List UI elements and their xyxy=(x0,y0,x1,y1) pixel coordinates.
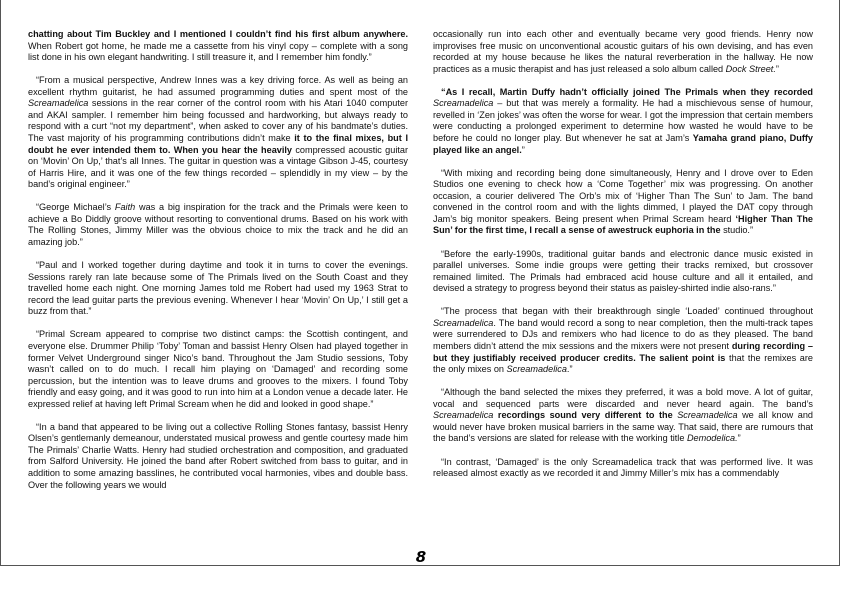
text-run: ‘Higher Than The Sun’ for the first time, I recall a sense of awestruck euphoria in the xyxy=(433,213,814,236)
text-run: “Although the band selected the mixes they preferred, it was a bold move. A lot of guitar, vocal and sequenced parts were discarded and never heard again. The band’s xyxy=(433,387,813,409)
text-run: during recording – but they justifiably received producer credits. The salient point is xyxy=(433,340,813,363)
text-run: Faith xyxy=(114,202,136,213)
text-run: Yamaha grand piano, Duffy played like an angel. xyxy=(433,132,813,155)
paragraph xyxy=(28,329,408,410)
text-run: Demodelica. xyxy=(686,433,738,444)
text-run: “Paul and I worked together during daytime and took it in turns to cover the evenings. Sessions rarely ran late because some of The Primals lived on the South Coast and they travelled home each night. One morning James told me Robert had used my 1963 Strat to record the lead guitar parts the previous evening. Whenever I hear ‘Movin’ On Up,’ I still get a buzz from that.” xyxy=(28,260,408,317)
paragraph xyxy=(28,29,408,64)
paragraph xyxy=(433,87,813,156)
text-run: ” xyxy=(521,144,525,155)
paragraph xyxy=(28,75,408,190)
text-run: Screamadelica xyxy=(433,317,494,328)
text-run: that the remixes are the only mixes on xyxy=(433,352,813,375)
text-run: “As I recall, Martin Duffy hadn’t officially joined The Primals when they recorded xyxy=(441,86,813,97)
paragraph xyxy=(433,457,813,480)
text-run: studio.” xyxy=(720,225,753,236)
paragraph xyxy=(433,249,813,295)
text-run: .” xyxy=(566,364,573,375)
text-run: “With mixing and recording being done simultaneously, Henry and I drove over to Eden Studios one evening to check how a ‘Come Together’ mix was progressing. On another occasion, a courier delivered The Orb’s mix of ‘Higher Than The Sun’ to Jam. The band convened in the control room and with the lights dimmed, I played the DAT copy through Jam’s big monitor speakers. Being present when Primal Scream heard xyxy=(433,167,813,224)
text-run: Screamadelica xyxy=(28,98,89,109)
paragraph xyxy=(433,29,813,75)
text-run: we all know and would never have broken musical barriers in the same way. That said, there are rumours that the band’s versions are slated for release with the working title xyxy=(433,410,813,444)
text-run: Screamadelica xyxy=(433,98,494,109)
text-run: ” xyxy=(775,63,779,74)
text-run: Screamadelica xyxy=(677,410,738,421)
paragraph xyxy=(28,202,408,248)
text-run: sessions in the rear corner of the control room with his Atari 1040 computer and AKAI sampler. I remember him being focussed and hardworking, but always ready to respond with a curt “not my department”, when asked to cover any of his bandmate’s duties. The vast majority of his programming contributions didn’t make xyxy=(28,98,408,143)
text-run: was a big inspiration for the track and the Primals were keen to achieve a Bo Diddly groove without resorting to conventional drums. Based on his work with The Rolling Stones, Jimmy Miller was the obvious choice to mix the track and he did an amazing job.” xyxy=(28,202,408,247)
paragraph xyxy=(28,422,408,491)
text-run: “From a musical perspective, Andrew Innes was a key driving force. As well as being an excellent rhythm guitarist, he had assumed programming duties and spent most of the xyxy=(28,75,408,97)
paragraph xyxy=(28,260,408,318)
text-run: “In contrast, ‘Damaged’ is the only Screamadelica track that was performed live. It was released almost exactly as we recorded it and Jimmy Miller’s mix has a commendably xyxy=(433,456,813,479)
text-run: compressed acoustic guitar on ‘Movin’ On Up,’ that’s all Innes. The guitar in question was a vintage Gibson J-45, courtesy of Harris Hire, and it was one of the few things recorded – splendidly in my view – by the band’s original engineer.” xyxy=(28,144,409,190)
left-column xyxy=(28,29,408,503)
text-run: – but that was merely a formality. He had a mischievous sense of humour, revelled in ‘Zen jokes’ was often the worse for wear. I got the impression that certain members were conducting a prolonged experiment to determine how wasted he would have to be before he could no longer play. But whenever he sat at Jam’s xyxy=(433,98,813,143)
text-run: recordings sound very different to the xyxy=(497,410,673,421)
text-run: “The process that began with their breakthrough single ‘Loaded’ continued throughout xyxy=(441,306,813,317)
text-run: “George Michael’s xyxy=(36,202,115,213)
text-run: . The band would record a song to near completion, then the multi-track tapes were surrendered to DJs and remixers who had licence to do as they pleased. The band members didn’t attend the mix sessions and the mixers were not present xyxy=(433,317,813,351)
text-run: “In a band that appeared to be living out a collective Rolling Stones fantasy, bassist Henry Olsen’s gentlemanly demeanour, understated musical prowess and gentle courtesy made him The Primals’ Charlie Watts. Henry had studied orchestration and composition, and graduated from Salford University. He joined the band after Robert switched from bass to guitar, and in addition to some amazing basslines, he contributed vocal harmonies, vibes and double bass. Over the following years we would xyxy=(28,421,408,490)
text-run: When Robert got home, he made me a cassette from his vinyl copy – complete with a song list done in his own elegant handwriting. I still treasure it, and I remember him fondly.” xyxy=(28,40,408,63)
paragraph xyxy=(433,306,813,375)
page-number: 8 xyxy=(415,548,427,566)
text-run: Dock Street. xyxy=(725,63,776,74)
paragraph xyxy=(433,168,813,237)
text-run: occasionally run into each other and eventually became very good friends. Henry now improvises free music on unconventional acoustic guitars of his own devising, and has even recorded at my house because he likes the natural reverberation in the hallway. He now practices as a music therapist and has just released a solo album called xyxy=(433,29,813,74)
right-column xyxy=(433,29,813,491)
text-run: Screamadelica xyxy=(433,410,494,421)
text-run: Screamadelica xyxy=(506,364,567,375)
text-run: it to the final mixes, but I doubt he ever intended them to. When you hear the heavily xyxy=(28,132,408,155)
text-run: ” xyxy=(737,433,741,444)
text-run: “Primal Scream appeared to comprise two distinct camps: the Scottish contingent, and everyone else. Drummer Philip ‘Toby’ Toman and bassist Henry Olsen had played together in former Velvet Underground singer Nico’s band. Throughout the Jam Studio sessions, Toby wasn’t called on to do much. I recall him playing on ‘Damaged’ and recording some percussion, but the intention was to leave drums and grooves to the mixers. I found Toby friendly and easy going, and it was good to run into him at a London venue a decade later. He expressed relief at having left Primal Scream when he did and looked in good shape.” xyxy=(28,329,408,409)
paragraph xyxy=(433,387,813,445)
text-run: “Before the early-1990s, traditional guitar bands and electronic dance music existed in parallel universes. Some indie groups were getting their tracks remixed, but crossover remained limited. The Primals had embraced acid house culture and all it entailed, and devised a strategy to progress beyond their status as paisley-shirted indie also-rans.” xyxy=(433,248,813,294)
text-run: chatting about Tim Buckley and I mentioned I couldn’t find his first album anywhere. xyxy=(28,29,408,39)
